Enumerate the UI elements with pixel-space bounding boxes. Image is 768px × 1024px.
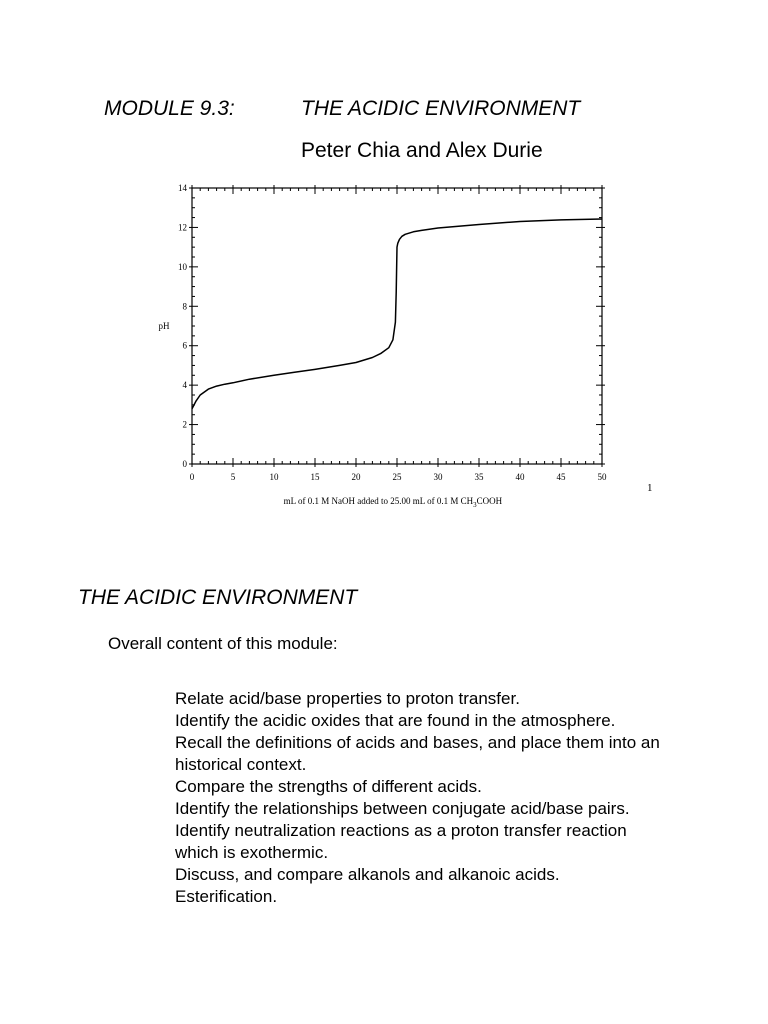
- objective-item: Compare the strengths of different acids.: [175, 777, 482, 796]
- module-code: MODULE 9.3:: [104, 97, 235, 120]
- y-tick-label: 4: [182, 380, 187, 391]
- section-heading: THE ACIDIC ENVIRONMENT: [78, 586, 358, 609]
- objective-item: Discuss, and compare alkanols and alkanoic acids.: [175, 865, 560, 884]
- x-tick-label: 50: [597, 472, 607, 482]
- x-tick-label: 25: [392, 472, 402, 482]
- x-tick-label: 10: [269, 472, 279, 482]
- module-title: THE ACIDIC ENVIRONMENT: [301, 97, 581, 120]
- objective-item: Recall the definitions of acids and bases, and place them into an historical context.: [175, 733, 660, 774]
- objective-item: Identify the acidic oxides that are found in the atmosphere.: [175, 711, 616, 730]
- objective-item: Identify the relationships between conjugate acid/base pairs.: [175, 799, 630, 818]
- x-tick-label: 35: [474, 472, 484, 482]
- objective-item: Esterification.: [175, 887, 278, 906]
- y-tick-label: 10: [178, 261, 187, 272]
- x-tick-label: 40: [515, 472, 525, 482]
- titration-chart: [150, 180, 620, 520]
- x-tick-label: 15: [310, 472, 320, 482]
- y-tick-label: 6: [182, 340, 187, 351]
- x-tick-label: 45: [556, 472, 566, 482]
- titration-chart-svg: [150, 180, 620, 520]
- titration-curve: [192, 219, 602, 409]
- authors: Peter Chia and Alex Durie: [301, 139, 543, 162]
- x-tick-label: 20: [351, 472, 361, 482]
- x-tick-label: 5: [230, 472, 236, 482]
- x-tick-label: 30: [433, 472, 443, 482]
- y-tick-label: 0: [182, 459, 187, 469]
- overview-label: Overall content of this module:: [108, 634, 338, 653]
- objective-item: Identify neutralization reactions as a proton transfer reaction which is exothermic.: [175, 821, 627, 862]
- y-tick-label: 8: [182, 301, 187, 312]
- plot-frame: [192, 188, 602, 464]
- objective-item: Relate acid/base properties to proton transfer.: [175, 689, 520, 708]
- objectives-list: [175, 688, 665, 908]
- y-tick-label: 12: [178, 222, 187, 233]
- x-tick-label: 0: [189, 472, 195, 482]
- x-axis-label: mL of 0.1 M NaOH added to 25.00 mL of 0.1 M $CH_3COOH$: [283, 496, 503, 509]
- y-axis-label: pH: [158, 321, 170, 331]
- y-tick-label: 2: [182, 419, 187, 430]
- page-number: 1: [647, 482, 653, 494]
- y-tick-label: 14: [178, 183, 187, 193]
